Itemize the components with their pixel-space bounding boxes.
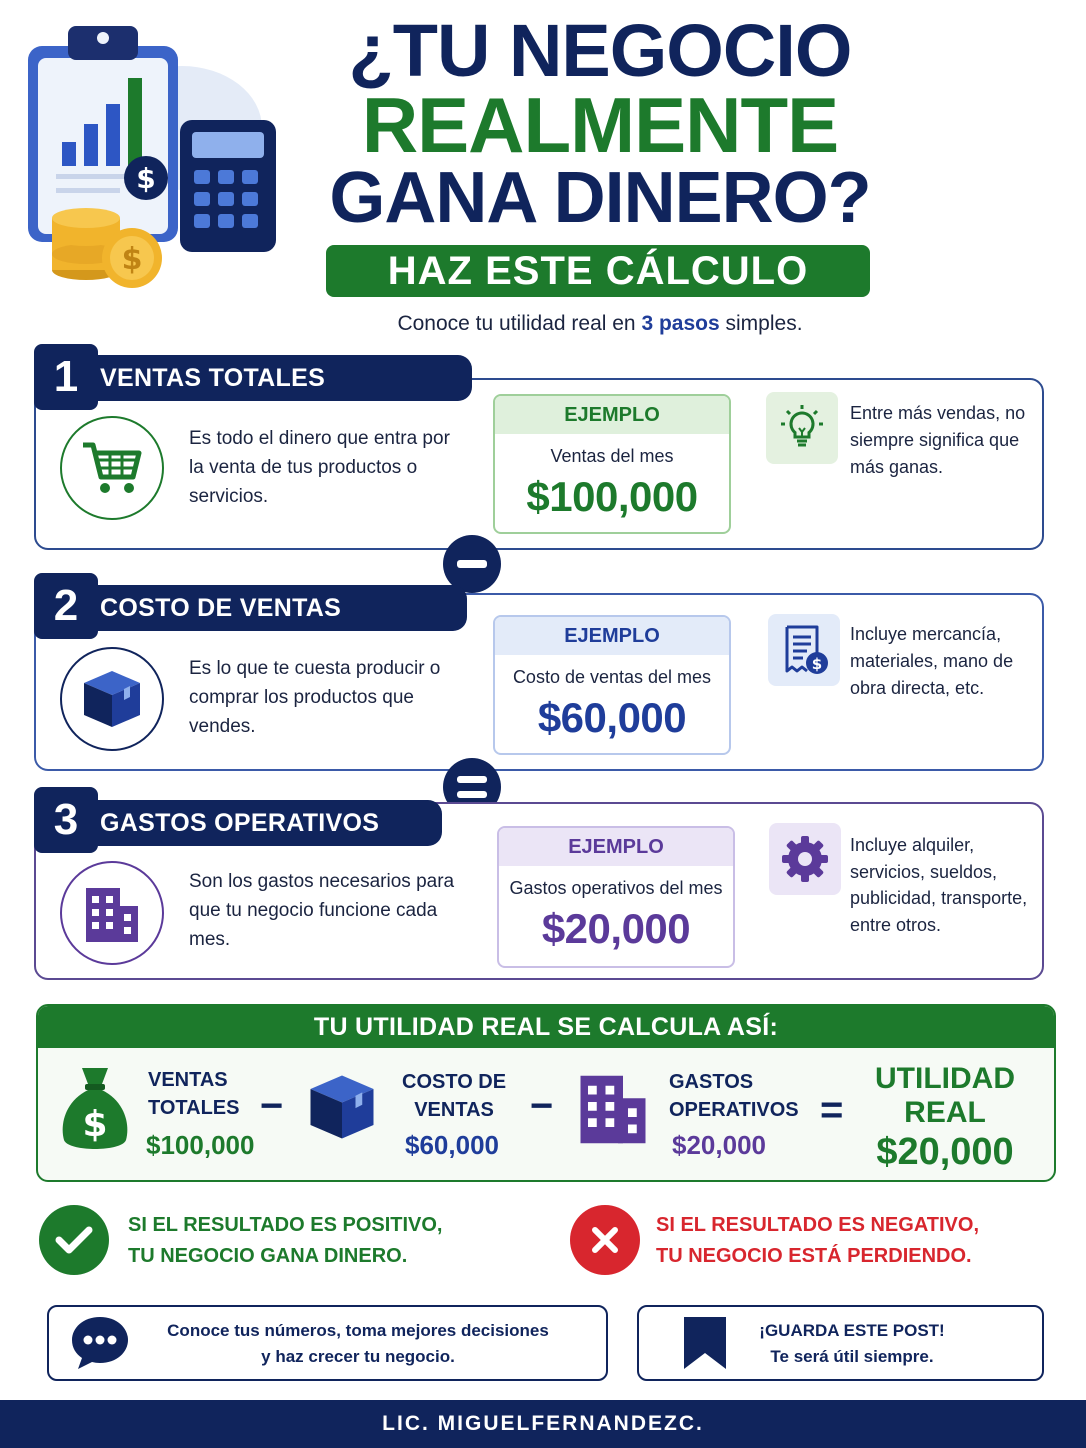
summary-equals: =	[820, 1088, 844, 1132]
footer-author: LIC. MIGUELFERNANDEZC.	[0, 1400, 1086, 1448]
summary-minus-2: −	[530, 1084, 554, 1128]
tip-message-line1: Conoce tus números, toma mejores decisiones	[167, 1321, 549, 1340]
tip-message	[148, 1318, 568, 1370]
summary-label-3-line2: OPERATIVOS	[669, 1099, 799, 1121]
subtitle-text-end: simples.	[719, 312, 803, 335]
chat-bubble-icon	[68, 1313, 132, 1373]
summary-result	[860, 1062, 1030, 1174]
save-post-line2: Te será útil siempre.	[770, 1347, 934, 1366]
example-box-3	[497, 826, 735, 968]
summary-label-3-line1: GASTOS	[669, 1071, 754, 1093]
title-line-2: REALMENTE	[361, 81, 839, 169]
receipt-icon	[768, 614, 840, 686]
negative-result-line1: SI EL RESULTADO ES NEGATIVO,	[656, 1214, 979, 1236]
shopping-cart-icon	[60, 416, 164, 520]
step-number-1: 1	[34, 344, 98, 410]
box-icon	[60, 647, 164, 751]
step-tip-1: Entre más vendas, no siempre significa que más ganas.	[850, 403, 1026, 477]
summary-header: TU UTILIDAD REAL SE CALCULA ASÍ:	[38, 1006, 1054, 1048]
step-title-1: VENTAS TOTALES	[72, 355, 472, 401]
title-line-3: GANA DINERO?	[329, 158, 871, 238]
summary-value-2: $60,000	[405, 1130, 499, 1160]
lightbulb-icon	[766, 392, 838, 464]
example-box-1	[493, 394, 731, 534]
svg-text:$: $	[121, 242, 143, 277]
step-tip-2: Incluye mercancía, materiales, mano de obra directa, etc.	[850, 624, 1014, 698]
step-tip-3: Incluye alquiler, servicios, sueldos, publicidad, transporte, entre otros.	[850, 835, 1028, 935]
negative-result	[656, 1210, 979, 1272]
save-post-line1: ¡GUARDA ESTE POST!	[759, 1321, 945, 1340]
step-description-3: Son los gastos necesarios para que tu negocio funcione cada mes.	[189, 871, 455, 950]
positive-result	[128, 1210, 443, 1272]
example-label: Gastos operativos del mes	[509, 878, 723, 898]
example-header: EJEMPLO	[495, 396, 729, 434]
example-value: $20,000	[541, 905, 691, 952]
gear-icon	[769, 823, 841, 895]
summary-result-line1: UTILIDAD	[875, 1062, 1015, 1095]
summary-result-line2: REAL	[904, 1096, 986, 1129]
hero-illustration	[22, 18, 282, 290]
summary-label-3	[669, 1068, 799, 1124]
svg-text:$: $	[136, 162, 156, 195]
negative-result-line2: TU NEGOCIO ESTÁ PERDIENDO.	[656, 1245, 972, 1267]
box-icon	[306, 1068, 378, 1146]
summary-label-2-line2: VENTAS	[414, 1099, 494, 1121]
summary-label-1-line1: VENTAS	[148, 1069, 228, 1091]
summary-value-1: $100,000	[146, 1130, 255, 1160]
example-label: Ventas del mes	[550, 446, 674, 466]
example-value: $60,000	[537, 694, 687, 741]
subtitle	[300, 312, 900, 336]
summary-label-1-line2: TOTALES	[148, 1097, 240, 1119]
save-post-message	[742, 1318, 962, 1370]
step-title-3: GASTOS OPERATIVOS	[72, 800, 442, 846]
building-icon	[578, 1070, 648, 1144]
step-description-1: Es todo el dinero que entra por la venta de tus productos o servicios.	[189, 428, 450, 507]
building-icon	[60, 861, 164, 965]
summary-value-3: $20,000	[672, 1130, 766, 1160]
example-header: EJEMPLO	[499, 828, 733, 866]
summary-label-2	[402, 1068, 506, 1124]
summary-result-value: $20,000	[876, 1131, 1014, 1173]
tip-message-line2: y haz crecer tu negocio.	[261, 1347, 455, 1366]
money-bag-icon	[58, 1064, 132, 1156]
svg-text:$: $	[82, 1104, 108, 1145]
summary-minus-1: −	[260, 1084, 284, 1128]
summary-label-1	[148, 1066, 239, 1122]
subtitle-text: Conoce tu utilidad real en	[397, 312, 642, 335]
svg-text:$: $	[811, 655, 823, 673]
example-value: $100,000	[526, 473, 698, 520]
positive-result-line1: SI EL RESULTADO ES POSITIVO,	[128, 1214, 443, 1236]
step-number-3: 3	[34, 787, 98, 853]
subtitle-highlight: 3 pasos	[641, 312, 720, 335]
step-number-2: 2	[34, 573, 98, 639]
calculation-banner: HAZ ESTE CÁLCULO	[326, 245, 870, 297]
close-icon	[570, 1205, 640, 1275]
example-box-2	[493, 615, 731, 755]
example-label: Costo de ventas del mes	[512, 667, 712, 687]
bookmark-icon[interactable]	[682, 1315, 728, 1371]
summary-label-2-line1: COSTO DE	[402, 1071, 507, 1093]
calculator-icon	[180, 120, 276, 252]
step-description-2: Es lo que te cuesta producir o comprar los productos que vendes.	[189, 658, 441, 737]
positive-result-line2: TU NEGOCIO GANA DINERO.	[128, 1245, 408, 1267]
step-title-2: COSTO DE VENTAS	[72, 585, 467, 631]
example-header: EJEMPLO	[495, 617, 729, 655]
title-line-1: ¿TU NEGOCIO	[348, 9, 852, 92]
check-icon	[39, 1205, 109, 1275]
